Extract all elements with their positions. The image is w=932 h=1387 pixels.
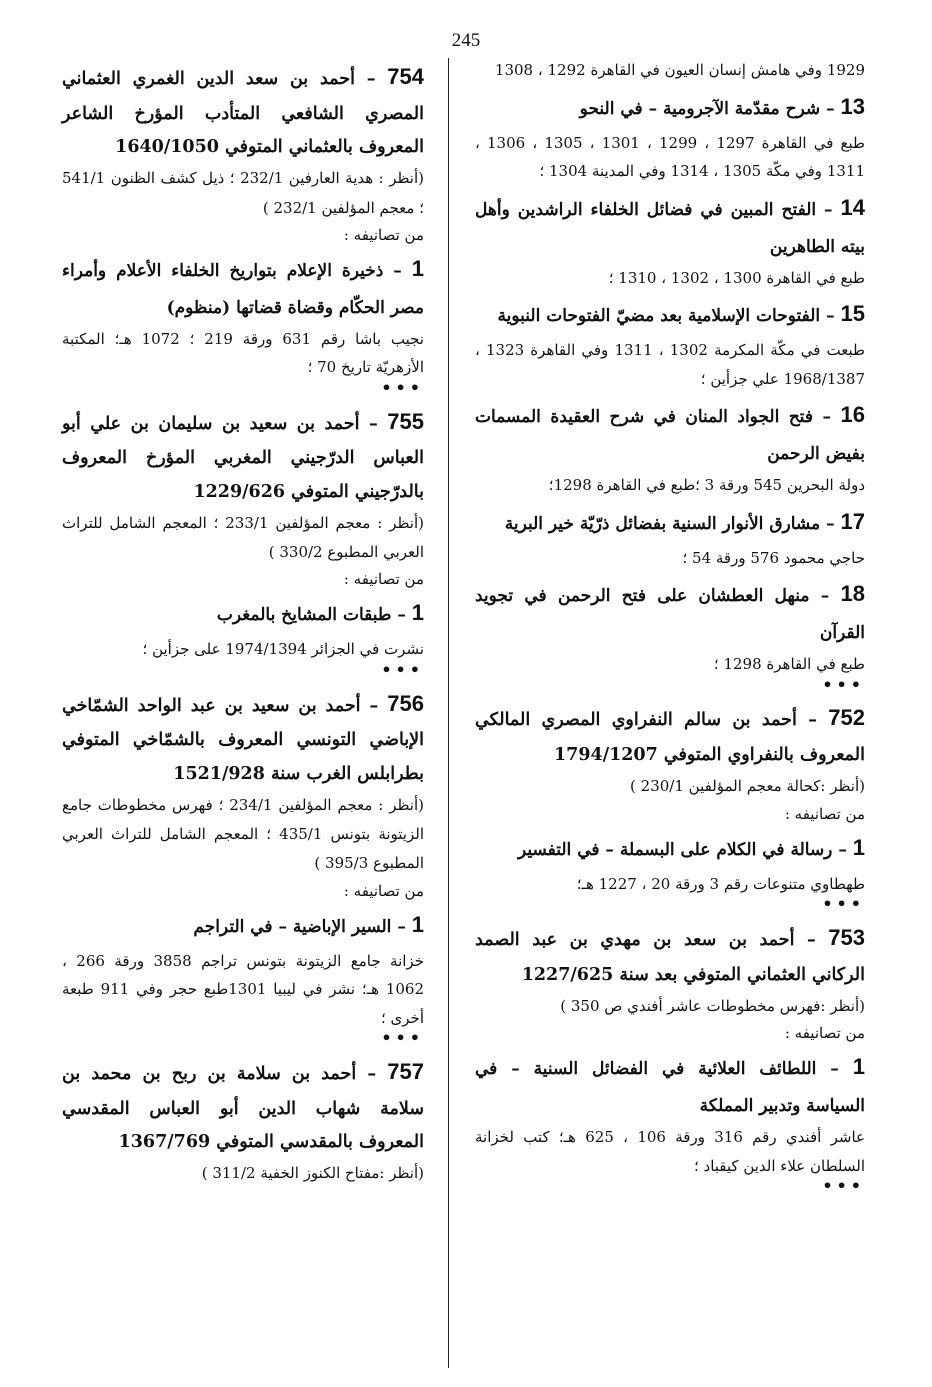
dash-separator: – (359, 413, 388, 434)
work-title-text: اللطائف العلائية في الفضائل السنية – في السياسة وتدبير المملكة (475, 1059, 865, 1117)
separator-dots: ••• (822, 894, 865, 914)
left-column (62, 56, 424, 1189)
entry-number: 752 (828, 705, 866, 731)
entry-title: أحمد بن سعيد بن عبد الواحد الشمّاخي الإباضي التونسي المعروف بالشمّاخي المتوفي بطرابلس الغرب سنة 1521/928 (62, 695, 424, 784)
reference-note: (أنظر :مفتاح الكنوز الخفية 311/2 ) (201, 1164, 424, 1183)
publication-info: حاجي محمود 576 ورقة 54 ؛ (682, 548, 865, 567)
work-title (475, 500, 865, 544)
work-title-text: السير الإباضية – في التراجم (193, 916, 392, 937)
work-title-text: منهل العطشان على فتح الرحمن في تجويد القرآن (475, 586, 865, 643)
dash-separator: – (820, 306, 841, 326)
work-title (475, 393, 865, 471)
publication-info: طبع في القاهرة 1300 ، 1302 ، 1310 ؛ (608, 268, 865, 287)
dash-separator: – (354, 69, 388, 89)
work-title-text: فتح الجواد المنان في شرح العقيدة المسمات بفيض الرحمن (475, 407, 865, 464)
work-title-text: شرح مقدّمة الآجرومية – في النحو (579, 98, 821, 119)
dash-separator: – (360, 695, 388, 716)
entry-number: 754 (387, 64, 424, 89)
publication-info: خزانة جامع الزيتونة بتونس تراجم 3858 ورقة 266 ، 1062 هـ؛ نشر في ليبيا 1301طبع حجر وفي 911 طبعة أخرى ؛ (62, 951, 424, 1027)
reference-note: (أنظر : معجم المؤلفين 234/1 ؛ فهرس مخطوطات جامع الزيتونة بتونس 435/1 ؛ المعجم الشامل للتراث العربي المطبوع 395/3 ) (62, 795, 424, 873)
dash-separator: – (813, 407, 841, 427)
dash-separator: – (356, 1064, 388, 1085)
dash-separator: – (809, 586, 841, 606)
work-number: 13 (840, 93, 865, 119)
work-title (475, 85, 865, 129)
dash-separator: – (391, 916, 412, 937)
dash-separator: – (820, 513, 841, 534)
work-title (62, 247, 424, 325)
publication-info: طبعت في مكّة المكرمة 1302 ، 1311 وفي القاهرة 1323 ، 1968/1387 علي جزأين ؛ (475, 341, 865, 388)
work-number: 1 (852, 1054, 865, 1080)
separator-dots: ••• (381, 377, 424, 397)
reference-note: (أنظر :فهرس مخطوطات عاشر أفندي ص 350 ) (560, 996, 865, 1015)
entry-title: أحمد بن سعد الدين الغمري العثماني المصري الشافعي المتأدب المؤرخ الشاعر المعروف بالعثماني المتوفي 1640/1050 (62, 69, 424, 158)
reference-note: (أنظر : معجم المؤلفين 233/1 ؛ المعجم الشامل للتراث العربي المطبوع 330/2 ) (62, 513, 424, 562)
dash-separator: – (383, 260, 412, 281)
work-title (475, 292, 865, 336)
entry-title: أحمد بن سلامة بن ربح بن محمد بن سلامة شهاب الدين أبو العباس المقدسي المعروف بالمقدسي المتوفي 1367/769 (62, 1064, 424, 1153)
separator-dots: ••• (381, 1028, 424, 1048)
work-title (62, 591, 424, 635)
separator-dots: ••• (822, 1176, 865, 1196)
page-number: 245 (451, 30, 481, 51)
works-heading: من تصانيفه : (343, 225, 424, 244)
work-title-text: الفتوحات الإسلامية بعد مضيّ الفتوحات النبوية (497, 306, 821, 326)
dash-separator: – (391, 605, 412, 626)
publication-info: عاشر أفندي رقم 316 ورقة 106 ، 625 هـ؛ كتب لخزانة السلطان علاء الدين كيقباد ؛ (475, 1128, 865, 1175)
entry-number: 755 (387, 408, 424, 434)
separator-dots: ••• (822, 674, 865, 694)
work-number: 14 (840, 194, 865, 220)
work-number: 1 (411, 911, 424, 937)
column-divider (448, 58, 449, 1368)
work-title (62, 903, 424, 947)
right-column (475, 56, 865, 1199)
work-number: 1 (852, 834, 865, 860)
entry-number: 756 (387, 690, 424, 716)
biography-entry-heading (62, 1051, 424, 1159)
work-title (475, 186, 865, 264)
entry-title: أحمد بن سعيد بن سليمان بن علي أبو العباس الدرّجيني المغربي المؤرخ المعروف بالدرّجيني المتوفي 1229/626 (62, 413, 424, 502)
dash-separator: – (816, 1059, 853, 1080)
work-title (475, 572, 865, 650)
work-number: 1 (411, 255, 424, 281)
publication-info: طبع في القاهرة 1298 ؛ (713, 655, 865, 673)
work-title-text: طبقات المشايخ بالمغرب (216, 605, 392, 626)
publication-info: نجيب باشا رقم 631 ورقة 219 ؛ 1072 هـ؛ المكتبة الأزهريّة تاريخ 70 ؛ (62, 329, 424, 377)
entry-title: أحمد بن سالم النفراوي المصري المالكي المعروف بالنفراوي المتوفي 1794/1207 (475, 710, 865, 766)
publication-info: طبع في القاهرة 1297 ، 1299 ، 1301 ، 1305 ، 1306 ، 1311 وفي مكّة 1305 ، 1314 وفي المدينة 1304 ؛ (475, 133, 865, 180)
work-number: 1 (411, 600, 424, 626)
work-number: 18 (840, 581, 865, 606)
work-number: 16 (840, 402, 865, 427)
dash-separator: – (820, 98, 841, 119)
dash-separator: – (796, 710, 829, 731)
dash-separator: – (832, 839, 853, 860)
publication-info: نشرت في الجزائر 1974/1394 على جزأين ؛ (142, 640, 424, 659)
work-title-text: الفتح المبين في فضائل الخلفاء الراشدين وأهل بيته الطاهرين (475, 199, 865, 257)
biography-entry-heading (475, 697, 865, 772)
biography-entry-heading (62, 401, 424, 509)
work-title-text: ذخيرة الإعلام بتواريخ الخلفاء الأعلام وأمراء مصر الحكّام وقضاة قضاتها (منظوم) (62, 260, 424, 318)
biography-entry-heading (62, 56, 424, 164)
work-title-text: رسالة في الكلام على البسملة – في التفسير (517, 839, 833, 860)
works-heading: من تصانيفه : (343, 881, 424, 900)
publication-info: دولة البحرين 545 ورقة 3 ؛طبع في القاهرة 1298؛ (548, 476, 865, 494)
entry-number: 753 (828, 924, 865, 950)
work-title (475, 826, 865, 870)
work-title-text: مشارق الأنوار السنية بفضائل ذرّيّة خير البرية (504, 513, 821, 534)
entry-number: 757 (387, 1059, 424, 1085)
works-heading: من تصانيفه : (784, 1024, 865, 1043)
work-title (475, 1045, 865, 1123)
works-heading: من تصانيفه : (343, 570, 424, 589)
biography-entry-heading (62, 683, 424, 791)
dash-separator: – (794, 929, 829, 950)
publication-info: طهطاوي متنوعات رقم 3 ورقة 20 ، 1227 هـ؛ (576, 874, 865, 893)
biography-entry-heading (475, 917, 865, 992)
reference-note: (أنظر :كحالة معجم المؤلفين 230/1 ) (630, 777, 865, 796)
dash-separator: – (816, 199, 841, 220)
separator-dots: ••• (381, 659, 424, 679)
work-number: 17 (840, 508, 865, 534)
works-heading: من تصانيفه : (784, 804, 865, 823)
work-number: 15 (840, 301, 865, 326)
entry-title: أحمد بن سعد بن مهدي بن عبد الصمد الركاني العثماني المتوفي بعد سنة 1227/625 (475, 929, 865, 985)
publication-info: 1929 وفي هامش إنسان العيون في القاهرة 1292 ، 1308 (494, 61, 865, 79)
reference-note: (أنظر : هدية العارفين 232/1 ؛ ذيل كشف الظنون 541/1 ؛ معجم المؤلفين 232/1 ) (62, 169, 424, 217)
